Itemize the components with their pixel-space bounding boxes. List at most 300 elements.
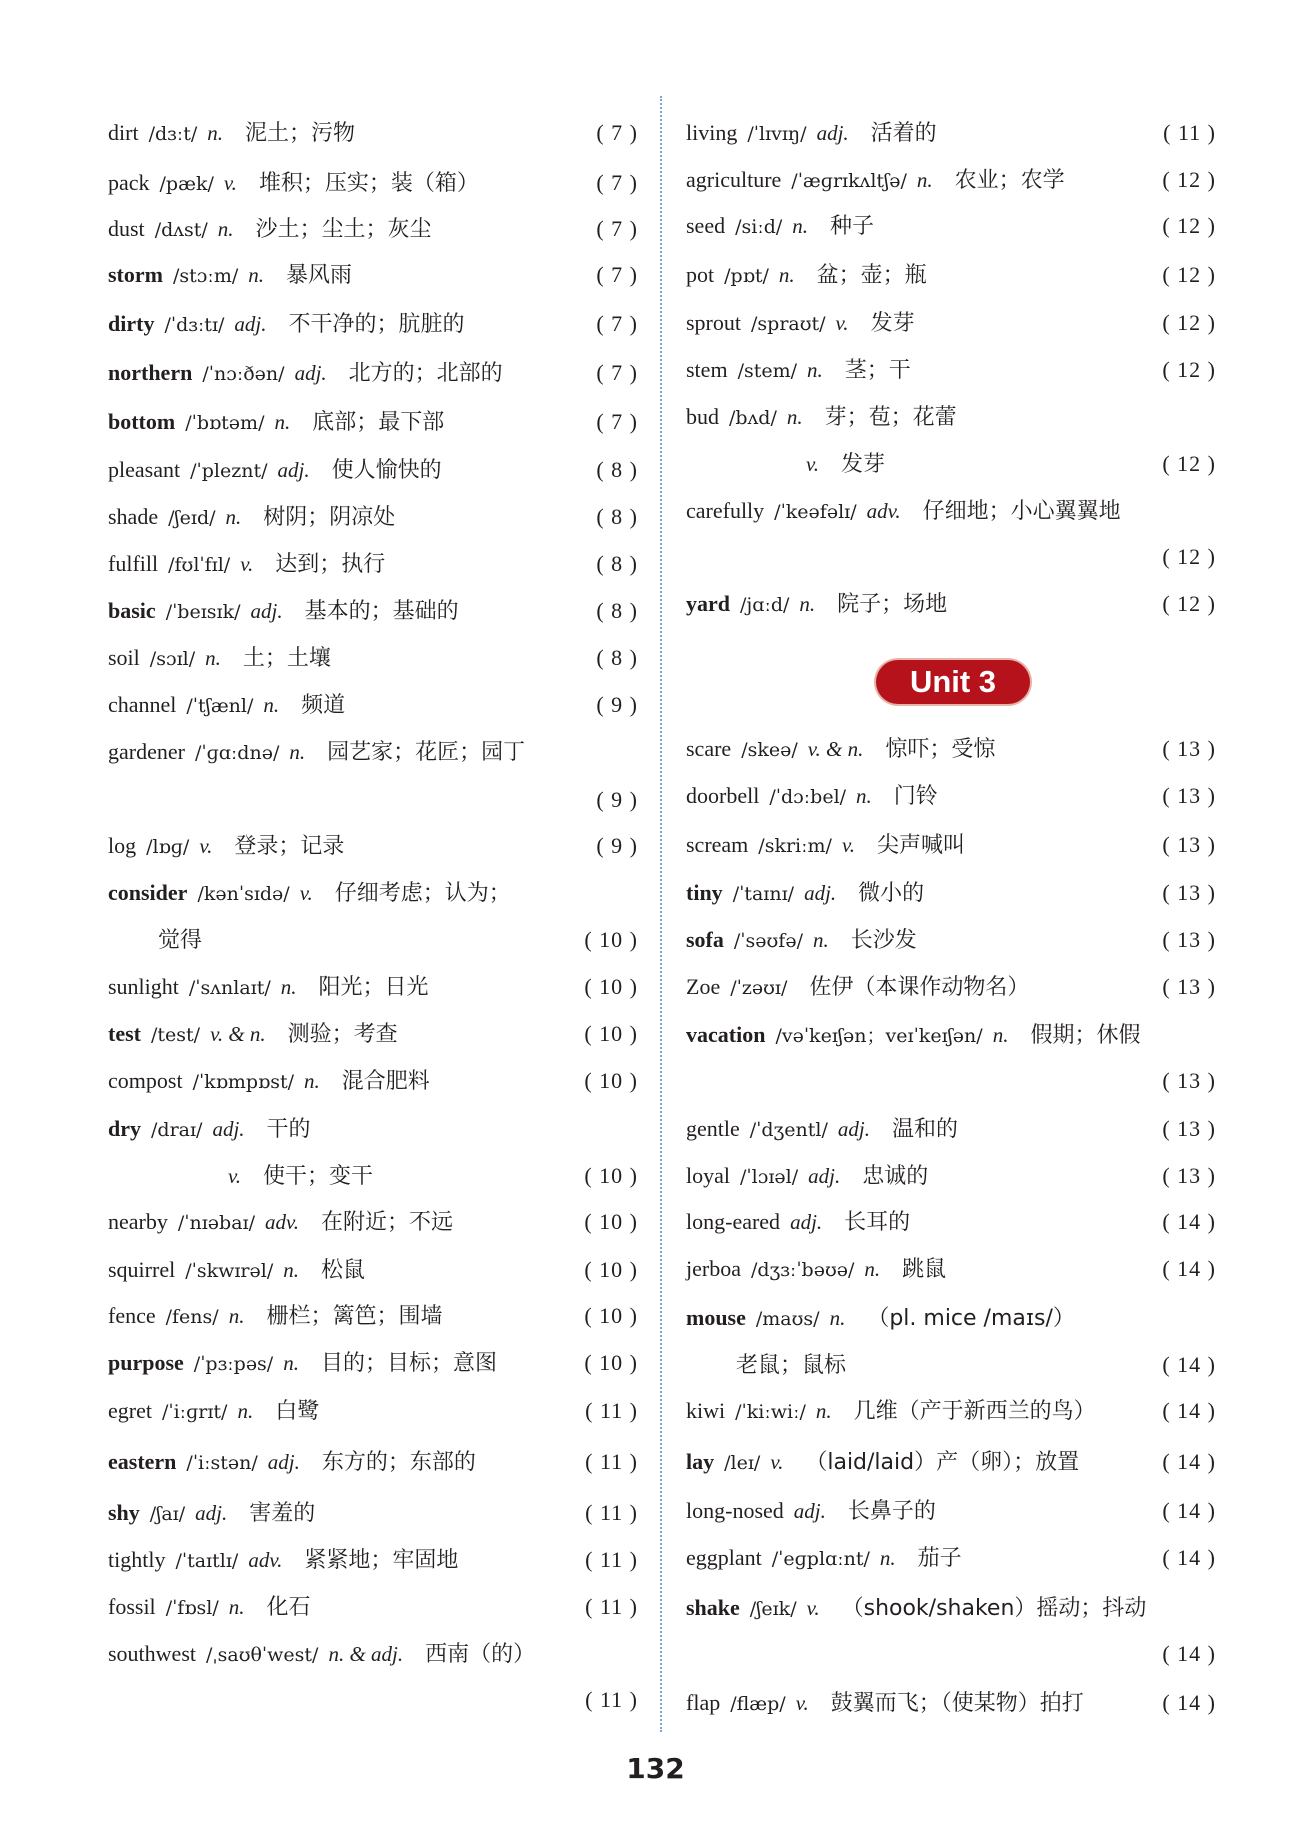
vocab-word: fulfill (108, 551, 159, 576)
vocab-entry (108, 1683, 638, 1717)
vocab-phonetic: /ˈdʒentl/ (749, 1119, 828, 1141)
vocab-word: squirrel (108, 1257, 176, 1282)
vocab-definition: 西南（的） (425, 1642, 536, 1667)
vocab-definition: 鼓翼而飞；（使某物）拍打 (830, 1691, 1084, 1716)
vocab-part-of-speech: v. (199, 834, 213, 858)
vocab-word: shade (108, 504, 159, 529)
vocab-entry (108, 829, 638, 863)
lesson-reference: ( 14 ) (1162, 1256, 1216, 1281)
left-column (108, 0, 638, 1842)
vocab-entry (108, 594, 638, 628)
vocab-definition: 栅栏；篱笆；围墙 (266, 1304, 443, 1329)
vocab-phonetic: /ˈbeɪsɪk/ (165, 601, 241, 623)
vocab-word: yard (686, 591, 730, 616)
vocab-entry (108, 1253, 638, 1287)
vocab-word: eggplant (686, 1545, 762, 1570)
lesson-reference: ( 14 ) (1162, 1545, 1216, 1570)
vocab-word: mouse (686, 1305, 746, 1330)
vocab-phonetic: /ˈlɪvɪŋ/ (747, 123, 807, 145)
vocab-phonetic: /fens/ (165, 1306, 219, 1328)
vocab-definition: 活着的 (870, 121, 937, 146)
vocab-part-of-speech: v. (795, 1691, 809, 1715)
vocab-phonetic: /ˈpɜːpəs/ (193, 1353, 274, 1375)
vocab-part-of-speech: n. (864, 1257, 881, 1281)
vocab-word: gentle (686, 1116, 740, 1141)
vocab-part-of-speech: adj. (804, 881, 837, 905)
vocab-definition: 盆；壶；瓶 (816, 263, 927, 288)
vocab-phonetic: /flæp/ (730, 1693, 786, 1715)
page-number: 132 (626, 1752, 685, 1785)
vocab-word: northern (108, 360, 193, 385)
lesson-reference: ( 8 ) (596, 551, 638, 576)
vocab-definition: 农业；农学 (954, 168, 1065, 193)
vocab-word: sunlight (108, 974, 179, 999)
vocab-part-of-speech: adj. (816, 121, 849, 145)
lesson-reference: ( 8 ) (596, 645, 638, 670)
vocab-entry (686, 876, 1216, 910)
vocab-entry (686, 1205, 1216, 1239)
vocab-phonetic: /ʃaɪ/ (149, 1503, 186, 1525)
vocab-part-of-speech: adj. (267, 1450, 300, 1474)
vocab-phonetic: /dʒɜːˈbəʊə/ (750, 1259, 855, 1281)
lesson-reference: ( 7 ) (596, 170, 638, 195)
lesson-reference: ( 14 ) (1162, 1449, 1216, 1474)
vocab-phonetic: /leɪ/ (724, 1452, 761, 1474)
vocab-entry (108, 453, 638, 487)
vocab-part-of-speech: v. (806, 452, 820, 476)
vocab-definition: 忠诚的 (862, 1164, 929, 1189)
vocab-word: purpose (108, 1350, 184, 1375)
vocab-entry (686, 1494, 1216, 1528)
vocab-entry (686, 1686, 1216, 1720)
vocab-definition: 混合肥料 (341, 1069, 430, 1094)
vocab-phonetic: /dɜːt/ (148, 123, 198, 145)
vocab-definition: 北方的；北部的 (348, 361, 503, 386)
vocab-definition: 觉得 (158, 928, 203, 953)
lesson-reference: ( 13 ) (1162, 832, 1216, 857)
vocab-definition: 干的 (266, 1117, 311, 1142)
vocab-part-of-speech: n. (248, 263, 264, 287)
vocab-definition: 长鼻子的 (847, 1499, 936, 1524)
vocab-entry (108, 1112, 638, 1146)
vocab-entry (686, 1301, 1216, 1335)
vocab-phonetic: /ˈtʃænl/ (186, 695, 254, 717)
vocab-phonetic: /ˈsʌnlaɪt/ (188, 977, 271, 999)
vocab-entry (686, 258, 1216, 292)
vocab-word: agriculture (686, 167, 782, 192)
vocab-entry (686, 1541, 1216, 1575)
vocab-part-of-speech: n. (217, 217, 234, 241)
lesson-reference: ( 14 ) (1162, 1498, 1216, 1523)
vocab-entry (686, 1591, 1216, 1625)
lesson-reference: ( 11 ) (585, 1398, 638, 1423)
vocab-definition: 佐伊（本课作动物名） (809, 975, 1030, 1000)
lesson-reference: ( 10 ) (584, 1068, 638, 1093)
lesson-reference: ( 8 ) (596, 504, 638, 529)
vocab-word: dirt (108, 120, 139, 145)
vocab-entry (108, 641, 638, 675)
vocab-part-of-speech: n. (916, 168, 933, 192)
lesson-reference: ( 10 ) (584, 1303, 638, 1328)
vocab-entry (686, 1112, 1216, 1146)
vocab-part-of-speech: v. (770, 1450, 784, 1474)
vocab-entry (686, 1252, 1216, 1286)
lesson-reference: ( 14 ) (1162, 1690, 1216, 1715)
vocab-definition: 白鹭 (275, 1399, 320, 1424)
vocab-definition: 院子；场地 (837, 592, 948, 617)
vocab-word: scream (686, 832, 749, 857)
vocab-part-of-speech: n. (283, 1258, 299, 1282)
vocab-phonetic: /ˈlɔɪəl/ (740, 1166, 799, 1188)
vocab-definition: 紧紧地；牢固地 (304, 1548, 459, 1573)
vocab-part-of-speech: adj. (212, 1117, 245, 1141)
vocab-phonetic: /ˈtaɪnɪ/ (732, 883, 795, 905)
vocab-part-of-speech: n. (207, 121, 223, 145)
vocab-entry (686, 1637, 1216, 1671)
vocab-part-of-speech: v. (223, 171, 237, 195)
vocab-definition: 泥土；污物 (244, 121, 355, 146)
vocab-entry (108, 1346, 638, 1380)
lesson-reference: ( 7 ) (596, 409, 638, 434)
vocab-definition: 微小的 (858, 881, 925, 906)
vocab-definition: 种子 (830, 214, 875, 239)
vocab-definition: 树阴；阴凉处 (263, 505, 396, 530)
lesson-reference: ( 11 ) (585, 1449, 638, 1474)
vocab-phonetic: /test/ (150, 1024, 201, 1046)
vocab-word: Zoe (686, 974, 721, 999)
vocab-entry (108, 1299, 638, 1333)
lesson-reference: ( 7 ) (596, 262, 638, 287)
vocab-part-of-speech: adj. (294, 361, 327, 385)
vocab-word: seed (686, 213, 726, 238)
vocab-part-of-speech: n. (778, 263, 795, 287)
vocab-definition: 害羞的 (249, 1501, 316, 1526)
vocab-entry (686, 209, 1216, 243)
vocab-phonetic: /spraʊt/ (751, 313, 826, 335)
vocab-word: tiny (686, 880, 723, 905)
vocab-phonetic: /ˈdɜːtɪ/ (164, 314, 225, 336)
vocab-entry (686, 923, 1216, 957)
lesson-reference: ( 7 ) (596, 360, 638, 385)
vocab-definition: 东方的；东部的 (321, 1450, 476, 1475)
lesson-reference: ( 14 ) (1162, 1209, 1216, 1234)
vocab-phonetic: /skriːm/ (758, 835, 832, 857)
vocab-entry (108, 1637, 638, 1671)
vocab-entry (686, 1445, 1216, 1479)
vocab-definition: 惊吓；受惊 (885, 737, 996, 762)
vocab-word: test (108, 1021, 141, 1046)
vocab-phonetic: /ˈkɒmpɒst/ (192, 1071, 294, 1093)
lesson-reference: ( 14 ) (1162, 1352, 1216, 1377)
vocab-definition: 几维（产于新西兰的鸟） (853, 1399, 1096, 1424)
lesson-reference: ( 9 ) (596, 692, 638, 717)
lesson-reference: ( 10 ) (584, 1350, 638, 1375)
vocab-entry (686, 540, 1216, 574)
vocab-definition: （shook/shaken）摇动；抖动 (841, 1596, 1147, 1621)
vocab-definition: 茎；干 (844, 358, 911, 383)
vocab-part-of-speech: n. (205, 646, 221, 670)
vocab-word: sprout (686, 310, 741, 335)
lesson-reference: ( 7 ) (596, 120, 638, 145)
lesson-reference: ( 12 ) (1162, 213, 1216, 238)
vocab-entry (108, 1394, 638, 1428)
vocab-entry (108, 500, 638, 534)
vocab-part-of-speech: adj. (790, 1210, 823, 1234)
vocab-phonetic: /ʃeɪd/ (168, 507, 216, 529)
vocab-definition: 频道 (301, 693, 346, 718)
vocab-entry (686, 306, 1216, 340)
vocab-entry (108, 1159, 638, 1193)
vocab-part-of-speech: adv. (866, 499, 901, 523)
vocab-part-of-speech: n. (237, 1399, 254, 1423)
vocab-part-of-speech: adv. (248, 1548, 283, 1572)
lesson-reference: ( 13 ) (1162, 927, 1216, 952)
vocab-entry (686, 400, 1216, 434)
vocab-part-of-speech: n. (812, 928, 829, 952)
vocab-definition: 松鼠 (321, 1258, 366, 1283)
vocab-phonetic: /stem/ (737, 360, 798, 382)
vocab-word: tightly (108, 1547, 166, 1572)
lesson-reference: ( 13 ) (1162, 1116, 1216, 1141)
vocab-word: carefully (686, 498, 765, 523)
vocab-definition: 沙土；尘土；灰尘 (255, 217, 432, 242)
vocab-part-of-speech: n. (228, 1595, 245, 1619)
vocab-part-of-speech: adv. (265, 1210, 300, 1234)
lesson-reference: ( 12 ) (1162, 357, 1216, 382)
vocab-entry (686, 353, 1216, 387)
vocab-part-of-speech: n. (799, 592, 816, 616)
vocab-entry (108, 116, 638, 150)
vocab-definition: 芽；苞；花蕾 (824, 405, 957, 430)
vocab-phonetic: /ˈkiːwiː/ (735, 1401, 806, 1423)
vocab-entry (686, 1064, 1216, 1098)
vocab-part-of-speech: adj. (250, 599, 283, 623)
vocab-part-of-speech: adj. (234, 312, 267, 336)
vocab-entry (108, 688, 638, 722)
vocab-definition: 发芽 (870, 311, 915, 336)
vocab-word: compost (108, 1068, 183, 1093)
vocab-word: kiwi (686, 1398, 726, 1423)
vocab-definition: 仔细考虑；认为； (334, 881, 511, 906)
vocab-phonetic: /ˈiːstən/ (186, 1452, 258, 1474)
lesson-reference: ( 10 ) (584, 1163, 638, 1188)
vocab-phonetic: /jɑːd/ (740, 594, 790, 616)
vocab-definition: 门铃 (893, 784, 938, 809)
vocab-part-of-speech: v. (299, 881, 313, 905)
unit-heading-badge: Unit 3 (876, 660, 1030, 704)
vocab-word: vacation (686, 1022, 766, 1047)
vocab-part-of-speech: n. (829, 1306, 846, 1330)
vocab-definition: 跳鼠 (902, 1257, 947, 1282)
vocab-entry (108, 1017, 638, 1051)
vocab-word: pack (108, 170, 150, 195)
vocab-word: shake (686, 1595, 740, 1620)
vocab-phonetic: /stɔːm/ (172, 265, 239, 287)
vocab-word: storm (108, 262, 163, 287)
lesson-reference: ( 8 ) (596, 598, 638, 623)
vocab-phonetic: /ˌsaʊθˈwest/ (206, 1644, 319, 1666)
vocab-phonetic: /ˈskwɪrəl/ (185, 1260, 274, 1282)
vocab-word: loyal (686, 1163, 730, 1188)
vocab-definition: 发芽 (841, 452, 886, 477)
vocab-word: consider (108, 880, 188, 905)
vocab-entry (686, 447, 1216, 481)
vocab-definition: 园艺家；花匠；园丁 (327, 740, 526, 765)
vocab-part-of-speech: n. (225, 505, 242, 529)
vocab-part-of-speech: v. (841, 833, 855, 857)
vocab-word: gardener (108, 739, 185, 764)
vocab-definition: 化石 (266, 1595, 311, 1620)
vocab-entry (108, 783, 638, 817)
vocab-part-of-speech: n. (289, 740, 306, 764)
vocab-definition: 在附近；不远 (321, 1210, 454, 1235)
vocab-phonetic: /vəˈkeɪʃən；veɪˈkeɪʃən/ (775, 1025, 983, 1047)
vocab-part-of-speech: n. (304, 1069, 320, 1093)
vocab-definition: （laid/laid）产（卵）；放置 (805, 1450, 1080, 1475)
vocab-word: fence (108, 1303, 156, 1328)
vocab-entry (686, 732, 1216, 766)
vocab-definition: 假期；休假 (1030, 1023, 1141, 1048)
vocab-definition: 目的；目标；意图 (320, 1351, 497, 1376)
lesson-reference: ( 12 ) (1162, 591, 1216, 616)
vocab-word: living (686, 120, 738, 145)
lesson-reference: ( 11 ) (585, 1547, 638, 1572)
lesson-reference: ( 8 ) (596, 457, 638, 482)
vocab-entry (686, 970, 1216, 1004)
vocab-word: pleasant (108, 457, 181, 482)
vocab-definition: 温和的 (891, 1117, 958, 1142)
vocab-phonetic: /ˈpleznt/ (190, 460, 268, 482)
vocab-entry (108, 547, 638, 581)
vocab-part-of-speech: n. (879, 1546, 896, 1570)
vocab-entry (108, 166, 638, 200)
vocab-word: flap (686, 1690, 721, 1715)
vocab-definition: 测验；考查 (287, 1022, 398, 1047)
vocab-phonetic: /draɪ/ (151, 1119, 203, 1141)
lesson-reference: ( 10 ) (584, 927, 638, 952)
vocab-word: nearby (108, 1209, 168, 1234)
vocab-phonetic: /ˈbɒtəm/ (185, 412, 265, 434)
vocab-definition: 土；土壤 (242, 646, 331, 671)
vocab-entry (686, 116, 1216, 150)
vocab-part-of-speech: n. (786, 405, 803, 429)
vocab-word: shy (108, 1500, 140, 1525)
vocab-entry (108, 356, 638, 390)
lesson-reference: ( 10 ) (584, 974, 638, 999)
vocab-phonetic: /lɒɡ/ (146, 836, 190, 858)
vocab-word: long-nosed (686, 1498, 784, 1523)
vocab-entry (108, 1205, 638, 1239)
vocab-part-of-speech: n. (274, 410, 291, 434)
vocab-definition: 长沙发 (850, 928, 917, 953)
vocab-phonetic: /siːd/ (735, 216, 783, 238)
vocab-phonetic: /pæk/ (159, 173, 214, 195)
vocab-entry (686, 779, 1216, 813)
vocab-part-of-speech: n. (280, 975, 297, 999)
vocab-word: dust (108, 216, 145, 241)
vocab-phonetic: /ˈiːɡrɪt/ (161, 1401, 228, 1423)
vocab-part-of-speech: adj. (277, 458, 310, 482)
lesson-reference: ( 7 ) (596, 311, 638, 336)
vocab-definition: 使人愉快的 (331, 458, 442, 483)
vocab-phonetic: /ˈnɪəbaɪ/ (177, 1212, 256, 1234)
vocab-word: soil (108, 645, 140, 670)
lesson-reference: ( 11 ) (585, 1594, 638, 1619)
vocab-entry (686, 494, 1216, 528)
lesson-reference: ( 10 ) (584, 1209, 638, 1234)
vocab-entry (108, 876, 638, 910)
vocab-word: lay (686, 1449, 715, 1474)
vocab-entry (108, 1064, 638, 1098)
lesson-reference: ( 9 ) (596, 787, 638, 812)
lesson-reference: ( 12 ) (1162, 167, 1216, 192)
vocab-entry (686, 828, 1216, 862)
vocab-definition: 长耳的 (844, 1210, 911, 1235)
vocab-part-of-speech: v. (806, 1596, 820, 1620)
lesson-reference: ( 9 ) (596, 833, 638, 858)
vocab-part-of-speech: n. & adj. (328, 1642, 404, 1666)
column-divider (660, 96, 662, 1732)
vocab-part-of-speech: n. (992, 1023, 1009, 1047)
vocab-definition: 暴风雨 (285, 263, 352, 288)
vocab-word: southwest (108, 1641, 196, 1666)
vocab-word: scare (686, 736, 732, 761)
lesson-reference: ( 14 ) (1162, 1641, 1216, 1666)
vocab-part-of-speech: v. & n. (210, 1022, 266, 1046)
lesson-reference: ( 7 ) (596, 216, 638, 241)
vocab-word: basic (108, 598, 156, 623)
lesson-reference: ( 11 ) (1163, 120, 1216, 145)
vocab-phonetic: /ˈɡɑːdnə/ (194, 742, 280, 764)
vocab-word: log (108, 833, 137, 858)
vocab-part-of-speech: n. (792, 214, 809, 238)
vocab-definition: 使干；变干 (263, 1164, 374, 1189)
vocab-definition: （pl. mice /maɪs/） (867, 1306, 1075, 1331)
lesson-reference: ( 13 ) (1162, 1068, 1216, 1093)
lesson-reference: ( 12 ) (1162, 310, 1216, 335)
vocab-part-of-speech: v. (240, 552, 254, 576)
vocab-word: bottom (108, 409, 176, 434)
vocab-phonetic: /maʊs/ (755, 1308, 820, 1330)
lesson-reference: ( 14 ) (1162, 1398, 1216, 1423)
vocab-entry (108, 258, 638, 292)
vocab-word: pot (686, 262, 715, 287)
vocab-word: eastern (108, 1449, 177, 1474)
vocab-entry (686, 587, 1216, 621)
vocab-word: egret (108, 1398, 152, 1423)
vocab-phonetic: /pɒt/ (724, 265, 769, 287)
vocab-phonetic: /dʌst/ (154, 219, 208, 241)
vocab-part-of-speech: n. (283, 1351, 299, 1375)
vocab-phonetic: /ˈkeəfəlɪ/ (774, 501, 857, 523)
right-column (686, 0, 1216, 1842)
vocab-word: sofa (686, 927, 724, 952)
vocab-definition: 阳光；日光 (318, 975, 429, 1000)
vocab-part-of-speech: adj. (195, 1501, 228, 1525)
vocab-entry (108, 212, 638, 246)
vocab-part-of-speech: adj. (808, 1164, 841, 1188)
vocab-word: channel (108, 692, 177, 717)
vocab-entry (108, 970, 638, 1004)
lesson-reference: ( 12 ) (1162, 262, 1216, 287)
vocab-word: bud (686, 404, 719, 429)
vocab-phonetic: /sɔɪl/ (149, 648, 196, 670)
vocab-word: doorbell (686, 783, 760, 808)
vocab-phonetic: /skeə/ (741, 739, 798, 761)
vocab-entry (108, 307, 638, 341)
vocab-phonetic: /kənˈsɪdə/ (197, 883, 290, 905)
vocab-definition: 基本的；基础的 (304, 599, 459, 624)
